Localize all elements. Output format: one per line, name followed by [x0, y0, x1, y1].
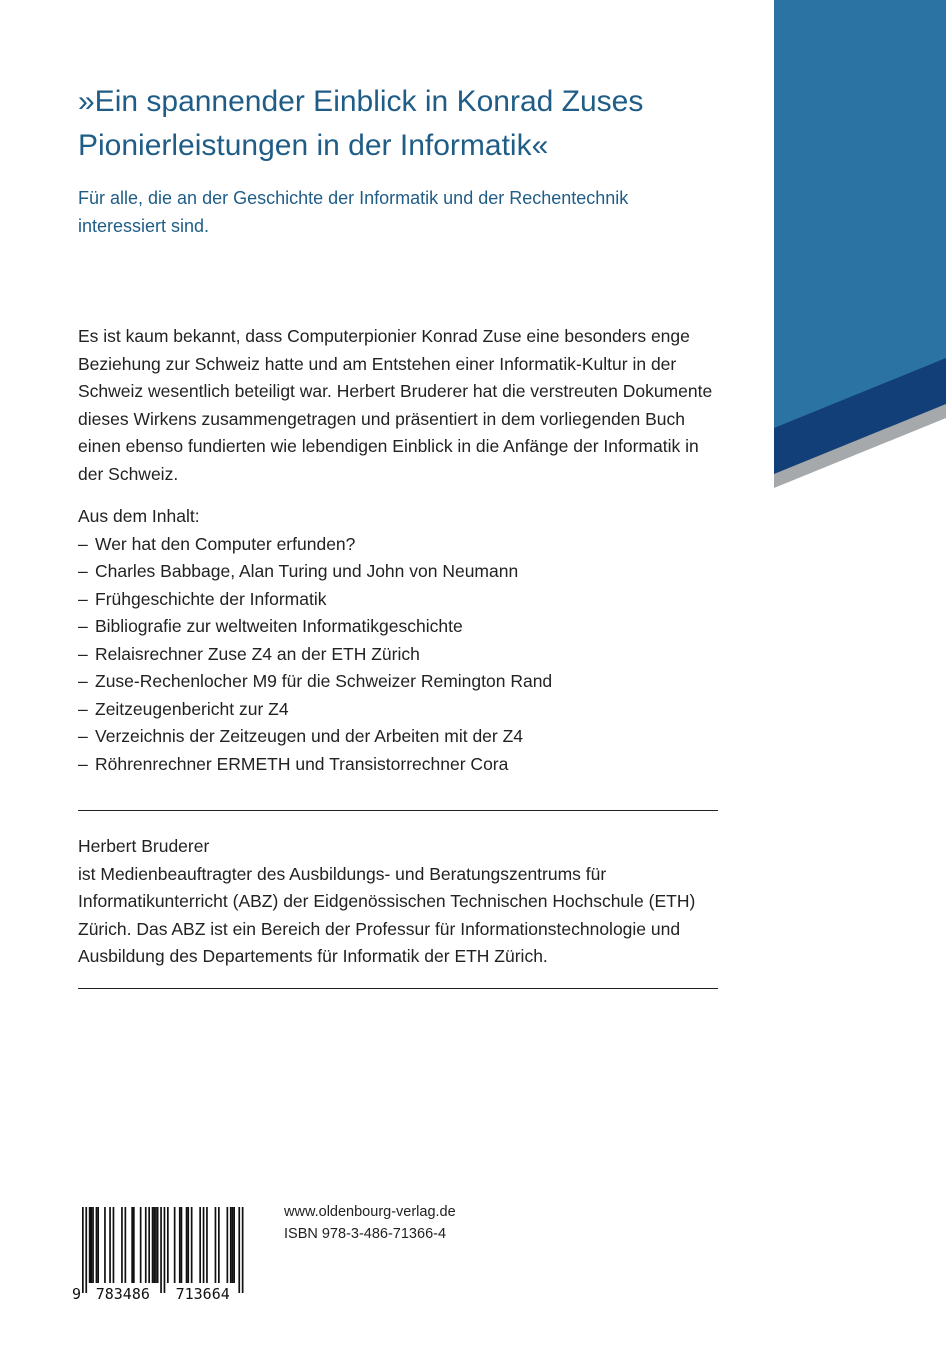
decorative-corner-bands	[774, 0, 946, 490]
barcode-bar	[121, 1207, 123, 1283]
barcode-bar	[242, 1207, 244, 1293]
dash-bullet: –	[78, 643, 88, 664]
barcode-bar	[167, 1207, 169, 1283]
contents-section	[78, 503, 728, 778]
divider-bottom	[78, 988, 718, 989]
publisher-info	[284, 1201, 456, 1245]
barcode-bar	[113, 1207, 115, 1283]
barcode-bar	[145, 1207, 147, 1283]
barcode-bar	[157, 1207, 159, 1283]
barcode-bar	[109, 1207, 111, 1283]
contents-list	[78, 531, 728, 779]
barcode-bar	[91, 1207, 93, 1283]
barcode-bar	[187, 1207, 189, 1283]
barcode-bar	[218, 1207, 220, 1283]
dash-bullet: –	[78, 726, 88, 746]
barcode-bar	[206, 1207, 208, 1283]
author-name: Herbert Bruderer	[78, 836, 210, 856]
barcode-bar	[85, 1207, 87, 1293]
barcode-bar	[104, 1207, 106, 1283]
list-item: – Bibliografie zur weltweiten Informatikgeschichte	[78, 613, 728, 641]
dash-bullet: –	[78, 616, 88, 636]
barcode-bar	[179, 1207, 181, 1283]
barcode-bar	[199, 1207, 201, 1283]
dash-bullet: –	[78, 561, 88, 581]
isbn-barcode	[70, 1205, 244, 1301]
barcode-bar	[191, 1207, 193, 1283]
barcode-bar	[152, 1207, 154, 1283]
barcode-bar	[82, 1207, 84, 1293]
list-item: – Frühgeschichte der Informatik	[78, 586, 728, 614]
barcode-digits: 713664	[175, 1285, 230, 1301]
barcode-bar	[215, 1207, 217, 1283]
barcode-bar	[232, 1207, 234, 1283]
publisher-website: www.oldenbourg-verlag.de	[284, 1204, 456, 1220]
barcode-bar	[181, 1207, 183, 1283]
barcode-bar	[160, 1207, 162, 1293]
barcode-bar	[227, 1207, 229, 1283]
dash-bullet: –	[78, 588, 88, 609]
barcode-bar	[233, 1207, 235, 1283]
isbn-number: ISBN 978-3-486-71366-4	[284, 1226, 447, 1242]
list-item: – Relaisrechner Zuse Z4 an der ETH Zürich	[78, 641, 728, 669]
subline: Für alle, die an der Geschichte der Informatik und der Rechentechnik interessiert sind.	[78, 188, 629, 236]
barcode-bar	[140, 1207, 142, 1283]
divider-top	[78, 810, 718, 811]
barcode-bar	[155, 1207, 157, 1283]
headline: »Ein spannender Einblick in Konrad Zuses Pionierleistungen in der Informatik«	[78, 85, 644, 162]
barcode-bar	[131, 1207, 133, 1283]
dash-bullet: –	[78, 698, 88, 719]
barcode-bar	[133, 1207, 135, 1283]
list-item: – Charles Babbage, Alan Turing und John von Neumann	[78, 558, 728, 586]
list-item: – Zuse-Rechenlocher M9 für die Schweizer Remington Rand	[78, 668, 728, 696]
barcode-bar	[230, 1207, 232, 1283]
barcode-bar	[174, 1207, 176, 1283]
list-item: – Wer hat den Computer erfunden?	[78, 531, 728, 559]
dash-bullet: –	[78, 753, 88, 774]
barcode-bar	[238, 1207, 240, 1293]
list-item: – Zeitzeugenbericht zur Z4	[78, 696, 728, 724]
intro-paragraph: Es ist kaum bekannt, dass Computerpionier Konrad Zuse eine besonders enge Beziehung zur Schweiz hatte und am Entstehen einer Informatik-Kultur in der Schweiz wesentlich beteiligt war. Herbert Bruderer hat die verstreuten Dokumente dieses Wirkens zusammengetragen und präsentiert in dem vorliegenden Buch einen ebenso fundierten wie lebendigen Einblick in die Anfänge der Informatik in der Schweiz.	[78, 326, 713, 484]
author-section	[78, 833, 728, 971]
barcode-bar	[96, 1207, 98, 1283]
author-bio: ist Medienbeauftragter des Ausbildungs- und Beratungszentrums für Informatikunterricht (ABZ) der Eidgenössischen Technischen Hochschule (ETH) Zürich. Das ABZ ist ein Bereich der Professur für Informationstechnologie und Ausbildung des Departements für Informatik der ETH Zürich.	[78, 863, 696, 966]
barcode-bar	[203, 1207, 205, 1283]
barcode-bar	[186, 1207, 188, 1283]
list-item: – Röhrenrechner ERMETH und Transistorrechner Cora	[78, 751, 728, 779]
list-item: – Verzeichnis der Zeitzeugen und der Arbeiten mit der Z4	[78, 723, 728, 751]
dash-bullet: –	[78, 533, 88, 554]
barcode-bar	[125, 1207, 127, 1283]
contents-heading: Aus dem Inhalt:	[78, 506, 200, 526]
barcode-bar	[92, 1207, 94, 1283]
barcode-digits: 783486	[95, 1285, 150, 1301]
barcode-bar	[89, 1207, 91, 1283]
barcode-bar	[148, 1207, 150, 1283]
dash-bullet: –	[78, 671, 88, 691]
barcode-bar	[97, 1207, 99, 1283]
barcode-bar	[153, 1207, 155, 1283]
barcode-digits: 9	[72, 1285, 82, 1301]
barcode-bar	[164, 1207, 166, 1293]
